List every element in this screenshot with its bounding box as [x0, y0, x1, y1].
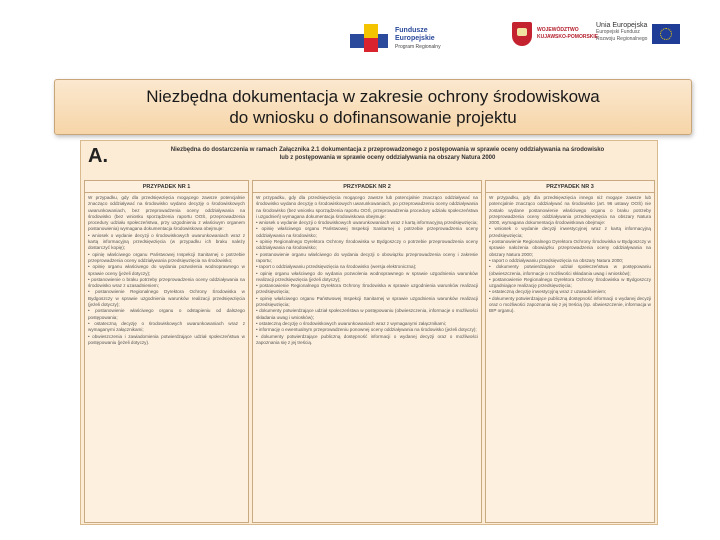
ue-logo-line3: Rozwoju Regionalnego: [596, 36, 648, 42]
banner-title-line1: Niezbędna dokumentacja w zakresie ochrony środowiskowa: [146, 87, 600, 106]
case-column-header: PRZYPADEK NR 3: [486, 181, 654, 193]
case-paragraph: • opinię właściwego organu Państwowej Inspekcji Sanitarnej w sprawie uzgodnienia warunków realizacji przedsięwzięcia;: [256, 295, 478, 308]
case-paragraph: • postanowienie Regionalnego Dyrektora Ochrony Środowiska w Bydgoszczy uzgadniające realizację przedsięwzięcia;: [489, 276, 651, 289]
case-paragraph: • opinię Regionalnego Dyrektora Ochrony Środowiska w Bydgoszczy o potrzebie przeprowadzenia oceny oddziaływania na środowisko;: [256, 239, 478, 251]
case-paragraph: • postanowienie Regionalnego Dyrektora Ochrony Środowiska w Bydgoszczy w sprawie nałożenia obowiązku przeprowadzenia oceny oddziaływania na obszary Natura 2000;: [489, 239, 651, 257]
woj-logo-line2: KUJAWSKO-POMORSKIE: [537, 34, 599, 40]
section-letter: A.: [88, 145, 108, 167]
title-banner: [54, 79, 692, 135]
case-column-body: [253, 193, 481, 348]
case-paragraph: • opinię właściwego organu Państwowej Inspekcji Sanitarnej o potrzebie przeprowadzenia oceny oddziaływania przedsięwzięcia na środowisko;: [88, 251, 245, 263]
unia-europejska-logo: [596, 22, 680, 44]
eu-flag-icon: [652, 24, 680, 44]
case-column-header: PRZYPADEK NR 2: [253, 181, 481, 193]
case-paragraph: • wniosek o wydanie decyzji o środowiskowych uwarunkowaniach wraz z kartą informacyjną przedsięwzięcia (w przypadku ich braku należy dostarczyć kopię);: [88, 232, 245, 251]
wojewodztwo-logo: [512, 22, 598, 46]
fe-logo-line2: Europejskie: [395, 35, 435, 42]
case-paragraph: • informację o ewentualnym przeprowadzeniu ponownej oceny oddziaływania na środowisko (jeżeli dotyczy);: [256, 327, 477, 333]
fe-mark-icon: [350, 24, 390, 54]
case-column-body: [486, 193, 654, 317]
case-paragraph: W przypadku, gdy dla przedsięwzięcia mogącego zawsze lub potencjalnie znacząco oddziaływać na środowisko wydano decyzję o środowiskowych uwarunkowaniach, po przeprowadzeniu oceny oddziaływania na środowisko (bez wniosku sporządzenia raportu OOŚ, przeprowadzenia procedury udziału społeczeństwa i uzgodnień) wymagana dokumentacja środowiskowa obejmuje:: [256, 195, 478, 219]
case-paragraph: • wniosek o wydanie decyzji o środowiskowych uwarunkowaniach wraz z kartą informacyjną przedsięwzięcia;: [256, 220, 478, 226]
logo-strip: [0, 0, 720, 70]
document-title: [130, 146, 645, 162]
case-paragraph: • ostateczną decyzję o środowiskowych uwarunkowaniach wraz z wymaganymi załącznikami;: [256, 320, 447, 326]
case-column-3: [485, 180, 655, 523]
case-paragraph: • dokumenty potwierdzające publiczną dostępność informacji o wydanej decyzji oraz o możliwości zapoznania się z jej treścią.: [256, 333, 478, 345]
case-paragraph: • ostateczną decyzję o środowiskowych uwarunkowaniach wraz z wymaganymi załącznikami;: [88, 320, 245, 333]
case-paragraph: • opinię organu właściwego do wydania pozwolenia wodnoprawnego w sprawie uzgodnienia warunków realizacji przedsięwzięcia (jeżeli dotyczy);: [256, 270, 478, 282]
case-paragraph: • opinię organu właściwego do wydania pozwolenia wodnoprawnego w sprawie oceny (jeżeli dotyczy);: [88, 264, 245, 276]
case-column-header: PRZYPADEK NR 1: [85, 181, 248, 193]
banner-title-line2: do wniosku o dofinansowanie projektu: [229, 108, 517, 127]
woj-logo-line1: WOJEWÓDZTWO: [537, 27, 579, 33]
case-paragraph: • dokumenty potwierdzające udział społeczeństwa w postępowaniu (obwieszczenia, informacje o możliwości składania uwag i wniosków);: [256, 308, 478, 320]
case-paragraph: • postanowienie właściwego organu o odstąpieniu od dalszego postępowania;: [88, 308, 245, 320]
case-column-2: [252, 180, 482, 523]
fe-logo-line1: Fundusze: [395, 27, 428, 34]
ue-logo-line1: Unia Europejska: [596, 22, 648, 29]
case-paragraph: • postanowienie Regionalnego Dyrektora Ochrony Środowiska w sprawie uzgodnienia warunków realizacji przedsięwzięcia;: [256, 283, 478, 295]
fundusze-europejskie-logo: [350, 24, 441, 54]
fe-logo-line3: Program Regionalny: [395, 44, 441, 50]
document-title-line2: lub z postępowania w sprawie oceny oddziaływania na obszary Natura 2000: [279, 155, 496, 161]
case-paragraph: • ostateczną decyzję inwestycyjną wraz z uzasadnieniem;: [489, 289, 607, 295]
case-paragraph: • postanowienie o braku potrzeby przeprowadzenia oceny oddziaływania na środowisko wraz z uzasadnieniem;: [88, 276, 245, 289]
ue-logo-line2: Europejski Fundusz: [596, 29, 640, 35]
coat-of-arms-icon: [512, 22, 532, 46]
case-paragraph: • postanowienie Regionalnego Dyrektora Ochrony Środowiska w Bydgoszczy w sprawie uzgodnienia warunków realizacji przedsięwzięcia (jeżeli dotyczy);: [88, 289, 245, 308]
case-paragraph: • wniosek o wydanie decyzji inwestycyjnej wraz z kartą informacyjną przedsięwzięcia;: [489, 226, 651, 238]
case-paragraph: • opinię właściwego organu Państwowej Inspekcji Sanitarnej o potrzebie przeprowadzenia oceny oddziaływania na środowisko;: [256, 226, 478, 238]
case-paragraph: • raport o oddziaływaniu przedsięwzięcia na obszary Natura 2000;: [489, 257, 624, 263]
case-paragraph: • dokumenty potwierdzające udział społeczeństwa w postępowaniu (obwieszczenia, informacje o możliwości składania uwag i wniosków);: [489, 264, 651, 276]
document-title-line1: Niezbędna do dostarczenia w ramach Załącznika 2.1 dokumentacja z przeprowadzonego z postępowania w sprawie oceny oddziaływania na środowisko: [170, 147, 605, 153]
case-paragraph: • obwieszczenia i zawiadomienia potwierdzające udział społeczeństwa w postępowaniu (jeżeli dotyczy).: [88, 333, 245, 345]
case-paragraph: W przypadku, gdy dla przedsięwzięcia innego niż mogące zawsze lub potencjalnie znacząco oddziaływać na środowisko (art. 96 ustawy OOŚ) nie zostało wydane postanowienie właściwego organu o braku potrzeby przeprowadzenia oceny oddziaływania przedsięwzięcia na obszary Natura 2000, wymagana dokumentacja środowiskowa obejmuje:: [489, 195, 651, 226]
case-paragraph: • raport o oddziaływaniu przedsięwzięcia na środowisko (wersja elektroniczna);: [256, 264, 417, 270]
case-paragraph: W przypadku, gdy dla przedsięwzięcia mogącego zawsze potencjalnie znacząco oddziaływać na środowisko wydano decyzję o środowiskowych uwarunkowaniach, bez przeprowadzenia oceny oddziaływania na środowisko (bez wniosku sporządzenia raportu OOŚ, przeprowadzenia procedury udziału społeczeństwa, przy uzgodnieniu z właściwym organem postanowienia) wymagana dokumentacja środowiskowa obejmuje:: [88, 195, 245, 232]
case-paragraph: • dokumenty potwierdzające publiczną dostępność informacji o wydanej decyzji oraz o możliwości zapoznania się z jej treścią (np. obwieszczenie, informacja w BIP organu).: [489, 295, 651, 314]
case-column-1: [84, 180, 249, 523]
case-paragraph: • postanowienie organu właściwego do wydania decyzji o obowiązku przeprowadzenia oceny i zakresie raportu;: [256, 251, 478, 263]
case-column-body: [85, 193, 248, 348]
